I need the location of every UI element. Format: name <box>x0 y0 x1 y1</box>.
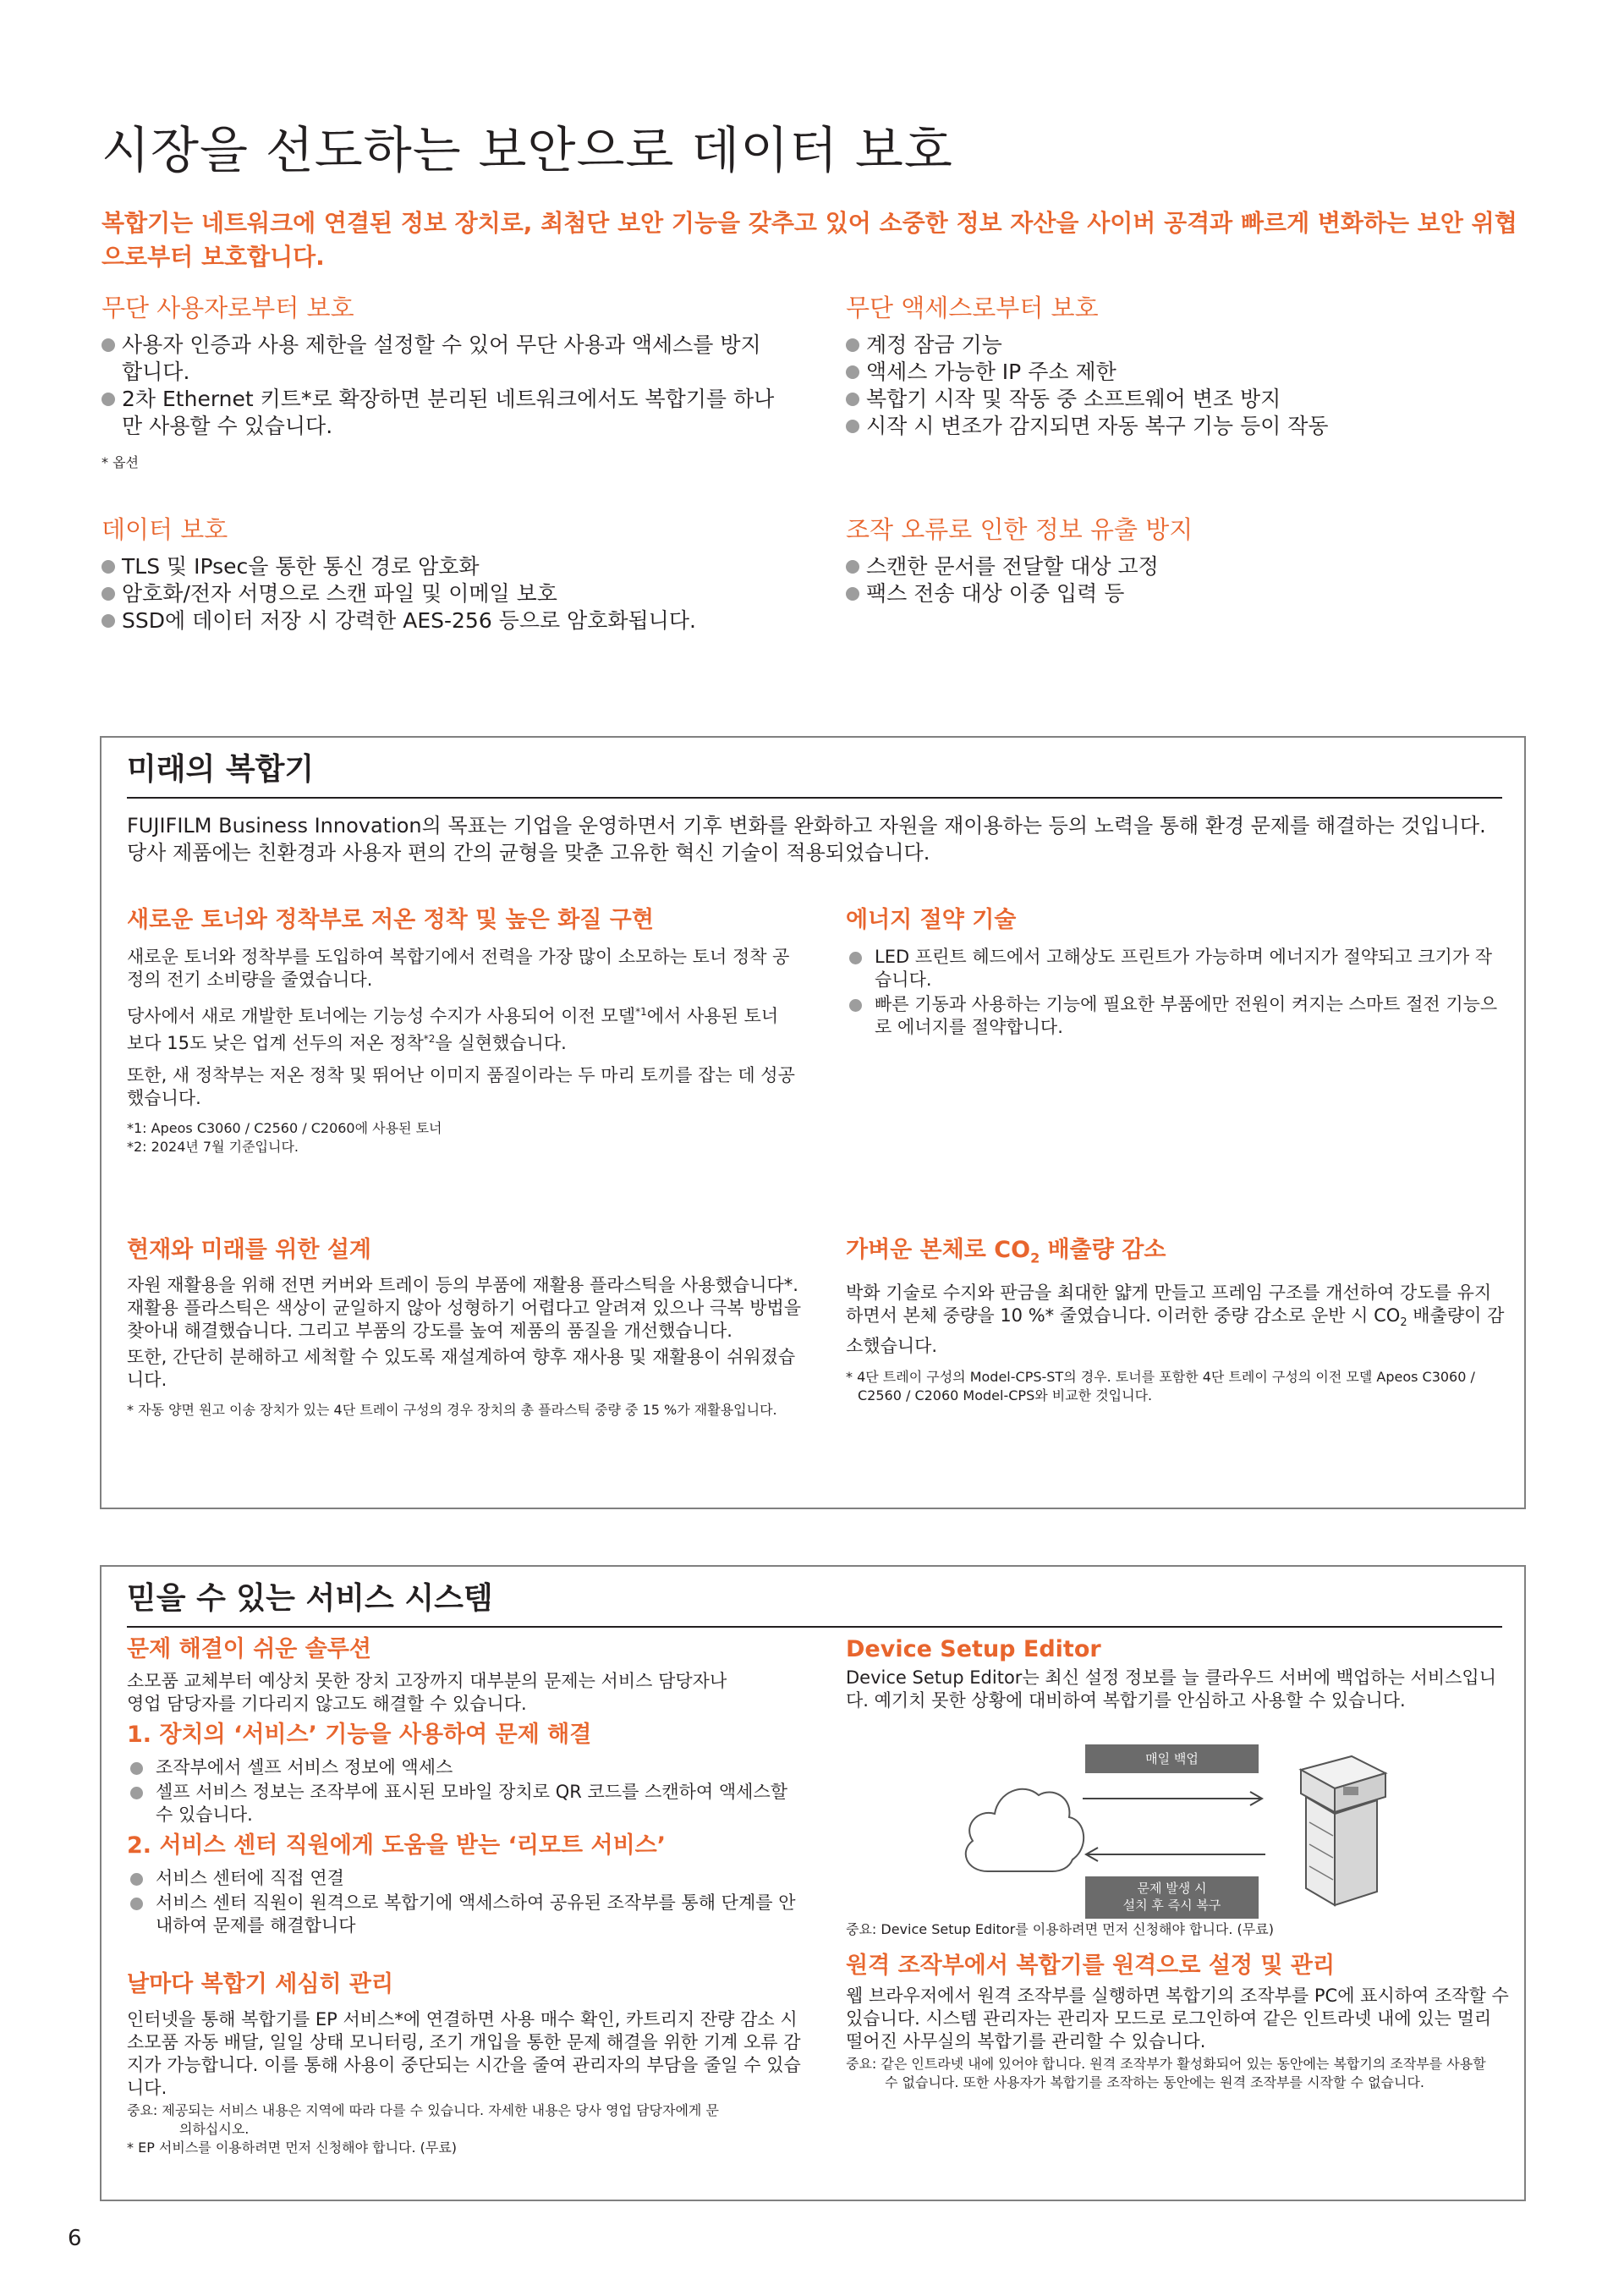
daily-care-note: 중요: 제공되는 서비스 내용은 지역에 따라 다를 수 있습니다. 자세한 내용은 당사 영업 담당자에게 문의하십시오. <box>127 2102 719 2137</box>
energy-block <box>846 905 1506 1041</box>
arrow-right-icon <box>1081 1790 1267 1807</box>
data-protection-section <box>102 513 778 634</box>
design-paragraph-2: 또한, 간단히 분해하고 세척할 수 있도록 재설계하여 향후 재사용 및 재활용이 쉬워졌습니다. <box>127 1347 796 1390</box>
future-intro: FUJIFILM Business Innovation의 목표는 기업을 운영하면서 기후 변화를 완화하고 자원을 재이용하는 등의 노력을 통해 환경 문제를 해결하는 것입니다. 당사 제품에는 친환경과 사용자 편의 간의 균형을 맞춘 고유한 혁신 기술이 적용되었습니다. <box>127 814 1486 865</box>
remote-panel-paragraph: 웹 브라우저에서 원격 조작부를 실행하면 복합기의 조작부를 PC에 표시하여 조작할 수 있습니다. 시스템 관리자는 관리자 모드로 로그인하여 같은 인트라넷 내에 있는 멀리 떨어진 사무실의 복합기를 관리할 수 있습니다. <box>846 1986 1509 2052</box>
leak-prevention-list <box>846 553 1522 607</box>
toner-heading: 새로운 토너와 정착부로 저온 정착 및 높은 화질 구현 <box>127 907 654 933</box>
future-panel-title: 미래의 복합기 <box>127 752 315 787</box>
future-panel <box>100 736 1526 1509</box>
lead-paragraph: 복합기는 네트워크에 연결된 정보 장치로, 최첨단 보안 기능을 갖추고 있어 소중한 정보 자산을 사이버 공격과 빠르게 변화하는 보안 위협으로부터 보호합니다. <box>102 209 1517 271</box>
unauth-users-list <box>102 332 778 440</box>
design-body <box>127 1274 804 1392</box>
list-item: 계정 잠금 기능 <box>846 332 1522 359</box>
daily-backup-label: 매일 백업 <box>1085 1744 1259 1773</box>
unauth-users-heading: 무단 사용자로부터 보호 <box>102 294 354 322</box>
leak-prevention-section <box>846 513 1522 607</box>
option-note: * 옵션 <box>102 454 139 470</box>
toner-block <box>127 905 795 1156</box>
design-note: * 자동 양면 원고 이송 장치가 있는 4단 트레이 구성의 경우 장치의 총 플라스틱 중량 중 15 %가 재활용입니다. <box>127 1402 777 1418</box>
toner-p2-text-c: 을 실현했습니다. <box>435 1033 567 1053</box>
co2-heading <box>846 1235 1506 1273</box>
remote-panel-heading: 원격 조작부에서 복합기를 원격으로 설정 및 관리 <box>846 1953 1336 1979</box>
toner-body <box>127 946 795 1110</box>
step-2-heading: 2. 서비스 센터 직원에게 도움을 받는 ‘리모트 서비스’ <box>127 1832 666 1859</box>
co2-p1-text-a: 박화 기술로 수지와 판금을 최대한 얇게 만들고 프레임 구조를 개선하여 강도를 유지하면서 본체 중량을 10 %* 줄였습니다. 이러한 중량 감소로 운반 시 CO <box>846 1283 1492 1327</box>
device-setup-editor-paragraph: Device Setup Editor는 최신 설정 정보를 늘 클라우드 서버에 백업하는 서비스입니다. 예기치 못한 상황에 대비하여 복합기를 안심하고 사용할 수 있습니다. <box>846 1667 1496 1711</box>
list-item: 2차 Ethernet 키트*로 확장하면 분리된 네트워크에서도 복합기를 하나만 사용할 수 있습니다. <box>102 386 778 440</box>
service-panel-title: 믿을 수 있는 서비스 시스템 <box>127 1581 493 1616</box>
co2-heading-text-a: 가벼운 본체로 CO <box>846 1237 1031 1263</box>
easy-solution-heading: 문제 해결이 쉬운 솔루션 <box>127 1636 372 1662</box>
list-item: 셀프 서비스 정보는 조작부에 표시된 모바일 장치로 QR 코드를 스캔하여 액세스할 수 있습니다. <box>127 1781 804 1826</box>
list-item: 액세스 가능한 IP 주소 제한 <box>846 359 1522 386</box>
device-setup-editor-note: 중요: Device Setup Editor를 이용하려면 먼저 신청해야 합니다. (무료) <box>846 1921 1274 1937</box>
toner-paragraph-3: 또한, 새 정착부는 저온 정착 및 뛰어난 이미지 품질이라는 두 마리 토끼를 잡는 데 성공했습니다. <box>127 1065 795 1108</box>
co2-heading-text-b: 배출량 감소 <box>1040 1237 1166 1263</box>
leak-prevention-heading: 조작 오류로 인한 정보 유출 방지 <box>846 515 1193 544</box>
design-block <box>127 1235 804 1420</box>
remote-panel-note: 중요: 같은 인트라넷 내에 있어야 합니다. 원격 조작부가 활성화되어 있는 동안에는 복합기의 조작부를 사용할 수 없습니다. 또한 사용자가 복합기를 조작하는 동안에는 원격 조작부를 시작할 수 없습니다. <box>846 2056 1486 2090</box>
co2-heading-subscript: 2 <box>1030 1250 1040 1266</box>
easy-solution-paragraph: 소모품 교체부터 예상치 못한 장치 고장까지 대부분의 문제는 서비스 담당자나 영업 담당자를 기다리지 않고도 해결할 수 있습니다. <box>127 1671 727 1714</box>
future-panel-divider <box>127 797 1502 799</box>
toner-note-2: *2: 2024년 7월 기준입니다. <box>127 1139 299 1155</box>
daily-care-block <box>127 1969 804 2157</box>
remote-panel-block <box>846 1951 1514 2092</box>
step-1-heading: 1. 장치의 ‘서비스’ 기능을 사용하여 문제 해결 <box>127 1722 592 1748</box>
list-item: 암호화/전자 서명으로 스캔 파일 및 이메일 보호 <box>102 580 778 607</box>
list-item: TLS 및 IPsec을 통한 통신 경로 암호화 <box>102 553 778 580</box>
toner-note-1: *1: Apeos C3060 / C2560 / C2060에 사용된 토너 <box>127 1120 442 1136</box>
unauth-access-heading: 무단 액세스로부터 보호 <box>846 294 1099 322</box>
energy-list <box>846 946 1506 1039</box>
arrow-left-icon <box>1081 1846 1267 1863</box>
service-panel-divider <box>127 1626 1502 1628</box>
co2-paragraph <box>846 1282 1506 1357</box>
printer-icon <box>1284 1753 1394 1914</box>
co2-p1-text-b: 배출량이 감소했습니다. <box>846 1305 1505 1356</box>
list-item: LED 프린트 헤드에서 고해상도 프린트가 가능하며 에너지가 절약되고 크기가 작습니다. <box>846 946 1506 991</box>
co2-note: * 4단 트레이 구성의 Model-CPS-ST의 경우. 토너를 포함한 4단 트레이 구성의 이전 모델 Apeos C3060 / C2560 / C2060 Model-CPS와 비교한 것입니다. <box>846 1368 1475 1403</box>
co2-p1-subscript: 2 <box>1400 1316 1407 1330</box>
design-heading: 현재와 미래를 위한 설계 <box>127 1237 372 1263</box>
toner-paragraph-2 <box>127 1001 795 1055</box>
list-item: 서비스 센터에 직접 연결 <box>127 1867 804 1890</box>
list-item: 빠른 기동과 사용하는 기능에 필요한 부품에만 전원이 켜지는 스마트 절전 기능으로 에너지를 절약합니다. <box>846 993 1506 1039</box>
footnote-ref-2: *2 <box>423 1033 436 1045</box>
list-item: 조작부에서 셀프 서비스 정보에 액세스 <box>127 1756 804 1779</box>
unauth-access-section <box>846 291 1522 440</box>
co2-block <box>846 1235 1506 1405</box>
daily-care-paragraph: 인터넷을 통해 복합기를 EP 서비스*에 연결하면 사용 매수 확인, 카트리지 잔량 감소 시 소모품 자동 배달, 일일 상태 모니터링, 조기 개입을 통한 문제 해결을 위한 기계 오류 감지가 가능합니다. 이를 통해 사용이 중단되는 시간을 줄여 관리자의 부담을 줄일 수 있습니다. <box>127 2009 801 2098</box>
cloud-icon <box>954 1770 1089 1888</box>
list-item: 스캔한 문서를 전달할 대상 고정 <box>846 553 1522 580</box>
recovery-label <box>1085 1876 1259 1919</box>
toner-p2-text-a: 당사에서 새로 개발한 토너에는 기능성 수지가 사용되어 이전 모델 <box>127 1006 636 1026</box>
unauth-access-list <box>846 332 1522 440</box>
recovery-label-line-1: 문제 발생 시 <box>1137 1881 1207 1896</box>
step-1-list <box>127 1756 804 1826</box>
page-title: 시장을 선도하는 보안으로 데이터 보호 <box>102 121 953 179</box>
unauth-users-section <box>102 291 778 472</box>
list-item: SSD에 데이터 저장 시 강력한 AES-256 등으로 암호화됩니다. <box>102 607 778 634</box>
list-item: 팩스 전송 대상 이중 입력 등 <box>846 580 1522 607</box>
page-number: 6 <box>68 2226 82 2251</box>
easy-solution-block <box>127 1634 804 1939</box>
daily-care-heading: 날마다 복합기 세심히 관리 <box>127 1971 394 1997</box>
list-item: 시작 시 변조가 감지되면 자동 복구 기능 등이 작동 <box>846 413 1522 440</box>
recovery-label-line-2: 설치 후 즉시 복구 <box>1122 1898 1221 1913</box>
device-setup-editor-block <box>846 1634 1506 1712</box>
device-setup-editor-heading: Device Setup Editor <box>846 1636 1101 1662</box>
service-panel <box>100 1565 1526 2201</box>
footnote-ref-1: *1 <box>635 1006 647 1018</box>
toner-paragraph-1: 새로운 토너와 정착부를 도입하여 복합기에서 전력을 가장 많이 소모하는 토너 정착 공정의 전기 소비량을 줄였습니다. <box>127 947 790 990</box>
data-protection-list <box>102 553 778 634</box>
backup-diagram <box>954 1744 1428 1922</box>
step-2-list <box>127 1867 804 1937</box>
list-item: 사용자 인증과 사용 제한을 설정할 수 있어 무단 사용과 액세스를 방지합니다. <box>102 332 778 386</box>
ep-service-note: * EP 서비스를 이용하려면 먼저 신청해야 합니다. (무료) <box>127 2139 458 2156</box>
design-paragraph-1: 자원 재활용을 위해 전면 커버와 트레이 등의 부품에 재활용 플라스틱을 사용했습니다*. 재활용 플라스틱은 색상이 균일하지 않아 성형하기 어렵다고 알려져 있으나 극복 방법을 찾아내 해결했습니다. 그리고 부품의 강도를 높여 제품의 품질을 개선했습니다. <box>127 1275 802 1341</box>
list-item: 서비스 센터 직원이 원격으로 복합기에 액세스하여 공유된 조작부를 통해 단계를 안내하여 문제를 해결합니다 <box>127 1892 804 1937</box>
data-protection-heading: 데이터 보호 <box>102 515 228 544</box>
list-item: 복합기 시작 및 작동 중 소프트웨어 변조 방지 <box>846 386 1522 413</box>
toner-p2-text-b: 에서 사용된 토너보다 15도 낮은 업계 선두의 저온 정착 <box>127 1006 779 1053</box>
energy-heading: 에너지 절약 기술 <box>846 907 1017 933</box>
